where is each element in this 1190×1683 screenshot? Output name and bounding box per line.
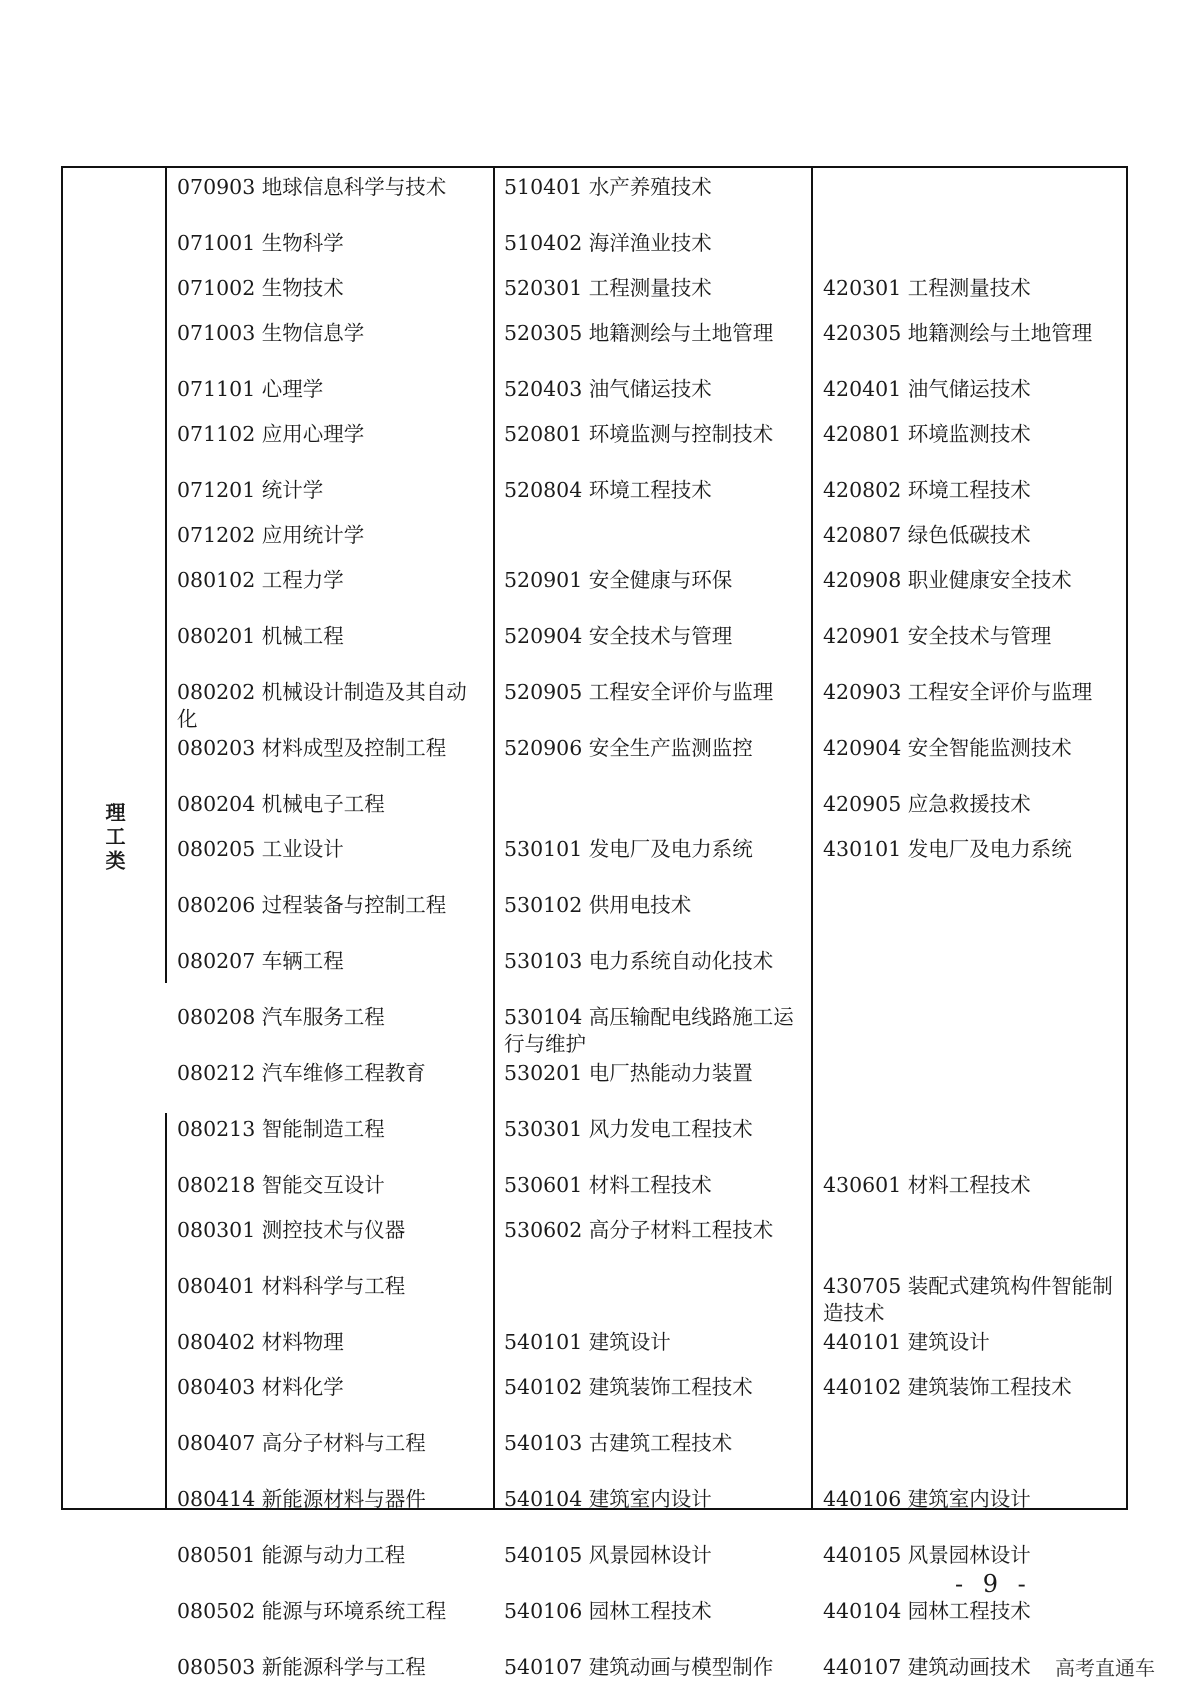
table-cell: 540101 建筑设计	[504, 1330, 671, 1354]
category-cell	[63, 168, 165, 1508]
table-cell: 540104 建筑室内设计	[504, 1487, 712, 1511]
table-cell: 080208 汽车服务工程	[177, 1005, 385, 1029]
table-cell: 520403 油气储运技术	[504, 377, 712, 401]
table-cell: 540107 建筑动画与模型制作	[504, 1655, 774, 1679]
table-cell: 080213 智能制造工程	[177, 1117, 385, 1141]
table-cell: 080203 材料成型及控制工程	[177, 736, 447, 760]
table-cell: 520901 安全健康与环保	[504, 568, 733, 592]
table-cell: 071201 统计学	[177, 478, 324, 502]
table-cell: 520904 安全技术与管理	[504, 624, 733, 648]
table-cell: 080501 能源与动力工程	[177, 1543, 406, 1567]
table-cell: 440105 风景园林设计	[823, 1543, 1031, 1567]
table-cell: 440102 建筑装饰工程技术	[823, 1375, 1072, 1399]
table-cell: 440107 建筑动画技术	[823, 1655, 1031, 1679]
table-cell: 071001 生物科学	[177, 231, 344, 255]
table-cell: 080301 测控技术与仪器	[177, 1218, 406, 1242]
watermark: 高考直通车	[1055, 1656, 1155, 1680]
table-cell: 080503 新能源科学与工程	[177, 1655, 426, 1679]
table-cell: 540106 园林工程技术	[504, 1599, 712, 1623]
table-cell: 510401 水产养殖技术	[504, 175, 712, 199]
table-cell: 530101 发电厂及电力系统	[504, 837, 753, 861]
page-number: - 9 -	[955, 1570, 1032, 1598]
table-cell: 420903 工程安全评价与监理	[823, 680, 1093, 704]
table-cell: 530103 电力系统自动化技术	[504, 949, 774, 973]
table-cell: 520804 环境工程技术	[504, 478, 712, 502]
table-cell: 420905 应急救援技术	[823, 792, 1031, 816]
table-cell: 080205 工业设计	[177, 837, 344, 861]
table-cell: 520301 工程测量技术	[504, 276, 712, 300]
table-cell: 520305 地籍测绘与土地管理	[504, 321, 774, 345]
table-cell: 080401 材料科学与工程	[177, 1274, 406, 1298]
table-cell: 071002 生物技术	[177, 276, 344, 300]
divider-gap	[163, 983, 169, 1113]
table-cell: 440106 建筑室内设计	[823, 1487, 1031, 1511]
table-cell: 080407 高分子材料与工程	[177, 1431, 426, 1455]
table-cell: 420904 安全智能监测技术	[823, 736, 1072, 760]
table-cell: 530201 电厂热能动力装置	[504, 1061, 753, 1085]
table-cell: 080102 工程力学	[177, 568, 344, 592]
table-cell: 540105 风景园林设计	[504, 1543, 712, 1567]
category-label: 理工类	[102, 802, 126, 874]
table-cell: 080204 机械电子工程	[177, 792, 385, 816]
table-cell: 530601 材料工程技术	[504, 1173, 712, 1197]
table-cell: 080212 汽车维修工程教育	[177, 1061, 426, 1085]
table-cell: 420301 工程测量技术	[823, 276, 1031, 300]
table-cell: 530602 高分子材料工程技术	[504, 1218, 774, 1242]
table-cell: 420305 地籍测绘与土地管理	[823, 321, 1093, 345]
table-cell: 080206 过程装备与控制工程	[177, 893, 447, 917]
table-cell: 071003 生物信息学	[177, 321, 365, 345]
table-cell: 080201 机械工程	[177, 624, 344, 648]
table-cell: 071101 心理学	[177, 377, 324, 401]
table-cell: 080403 材料化学	[177, 1375, 344, 1399]
table-cell: 080414 新能源材料与器件	[177, 1487, 426, 1511]
table-cell: 520905 工程安全评价与监理	[504, 680, 774, 704]
table-cell: 520801 环境监测与控制技术	[504, 422, 774, 446]
table-cell: 430705 装配式建筑构件智能制造技术	[823, 1274, 1113, 1325]
table-cell: 071202 应用统计学	[177, 523, 365, 547]
table-cell: 530102 供用电技术	[504, 893, 692, 917]
table-cell: 430101 发电厂及电力系统	[823, 837, 1072, 861]
table-cell: 530104 高压输配电线路施工运行与维护	[504, 1005, 794, 1056]
table-cell: 420802 环境工程技术	[823, 478, 1031, 502]
column-divider	[811, 168, 813, 1508]
table-cell: 080502 能源与环境系统工程	[177, 1599, 447, 1623]
table-cell: 080207 车辆工程	[177, 949, 344, 973]
table-cell: 420807 绿色低碳技术	[823, 523, 1031, 547]
table-cell: 071102 应用心理学	[177, 422, 365, 446]
table-cell: 440104 园林工程技术	[823, 1599, 1031, 1623]
table-cell: 080218 智能交互设计	[177, 1173, 385, 1197]
table-cell: 540102 建筑装饰工程技术	[504, 1375, 753, 1399]
table-cell: 430601 材料工程技术	[823, 1173, 1031, 1197]
table-cell: 520906 安全生产监测监控	[504, 736, 753, 760]
table-cell: 420801 环境监测技术	[823, 422, 1031, 446]
table-cell: 420908 职业健康安全技术	[823, 568, 1072, 592]
table-cell: 070903 地球信息科学与技术	[177, 175, 447, 199]
column-divider	[493, 168, 495, 1508]
table-cell: 420901 安全技术与管理	[823, 624, 1052, 648]
table-cell: 080202 机械设计制造及其自动化	[177, 680, 467, 731]
table-cell: 530301 风力发电工程技术	[504, 1117, 753, 1141]
table-cell: 080402 材料物理	[177, 1330, 344, 1354]
table-cell: 440101 建筑设计	[823, 1330, 990, 1354]
table-cell: 420401 油气储运技术	[823, 377, 1031, 401]
table-cell: 540103 古建筑工程技术	[504, 1431, 733, 1455]
column-divider	[165, 168, 167, 1508]
table-cell: 510402 海洋渔业技术	[504, 231, 712, 255]
